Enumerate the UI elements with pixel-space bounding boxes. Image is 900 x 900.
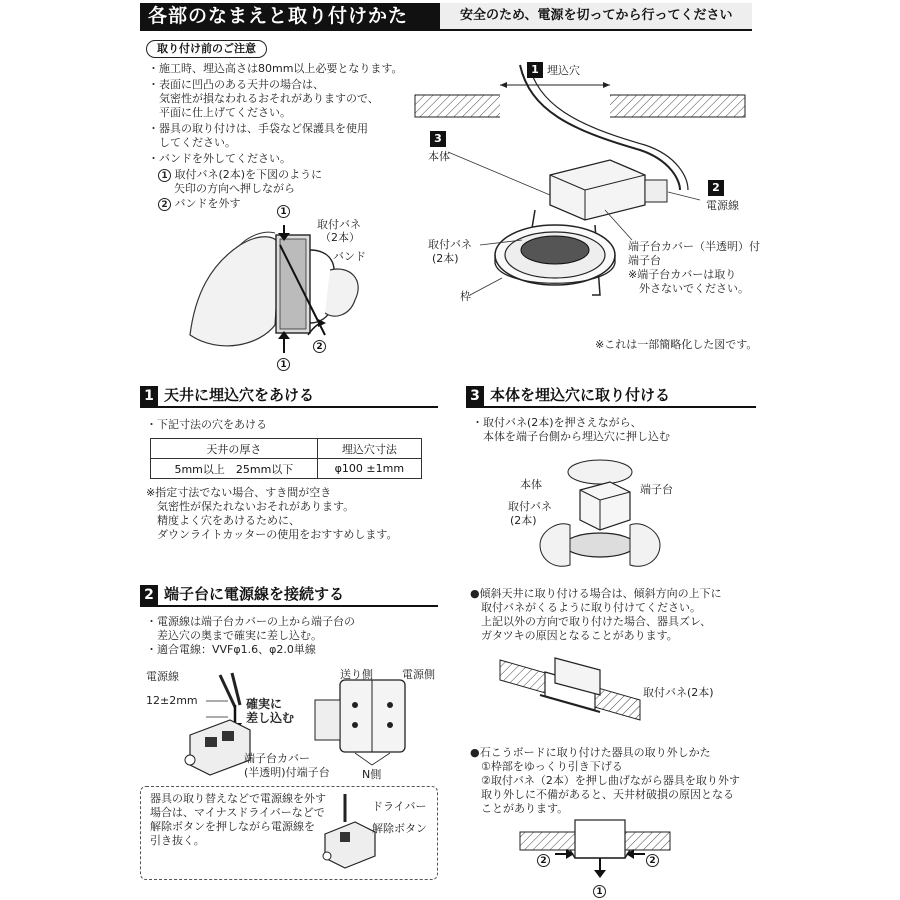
page-title: 各部のなまえと取り付けかた [140, 3, 440, 29]
simplified-note: ※これは一部簡略化した図です。 [595, 338, 758, 351]
insert-label: 確実に [246, 697, 283, 711]
precaution-line: ・バンドを外してください。 [148, 152, 291, 165]
slope-line: ガタツキの原因となることがあります。 [470, 629, 678, 642]
precaution-line: ・器具の取り付けは、手袋など保護具を使用 [148, 122, 368, 135]
section-1-note: 気密性が保たれないおそれがあります。 [146, 500, 355, 513]
removal-line: 解除ボタンを押しながら電源線を [150, 820, 315, 833]
terminal-label: 端子台 [640, 483, 673, 496]
part-label-spring-count: (2本) [432, 252, 459, 265]
section-1-note: ダウンライトカッターの使用をおすすめします。 [146, 528, 398, 541]
cover-label: 端子台カバー [244, 752, 310, 765]
table-header: 埋込穴寸法 [317, 439, 421, 459]
part-label-hole: 埋込穴 [547, 64, 580, 77]
removal-line: 引き抜く。 [150, 834, 205, 847]
band-step-1: 1 取付バネ(2本)を下図のように [158, 168, 322, 182]
section-3-line: 本体を端子台側から埋込穴に押し込む [472, 430, 670, 443]
table-cell: φ100 ±1mm [317, 459, 421, 479]
step-marker-2: 2 [313, 334, 326, 353]
power-side-label: 電源側 [402, 668, 435, 681]
section-2-line: 差込穴の奥まで確実に差し込む。 [146, 629, 322, 642]
step-marker-1-bottom: 1 [277, 352, 290, 371]
sloped-ceiling-illustration [500, 650, 640, 740]
table-cell: 5mm以上 25mm以下 [151, 459, 318, 479]
send-side-label: 送り側 [340, 668, 373, 681]
part-label-spring: 取付バネ [428, 238, 472, 251]
section-3-heading: 3 本体を埋込穴に取り付ける [466, 385, 670, 405]
part-label-terminal: 端子台 [628, 254, 661, 267]
strip-length: 12±2mm [146, 694, 198, 707]
spring-label: 取付バネ [508, 500, 552, 513]
part-number-hole: 1 [527, 62, 543, 78]
removal-line: 器具の取り替えなどで電源線を外す [150, 792, 326, 805]
release-button-label: 解除ボタン [372, 822, 427, 835]
slope-line: 上記以外の方向で取り付けた場合、器具ズレ、 [470, 615, 712, 628]
removal-marker-1: 1 [593, 879, 606, 898]
section-2-rule [140, 605, 438, 607]
precaution-line: してください。 [148, 136, 236, 149]
hole-size-table [150, 438, 422, 479]
section-1-note: 精度よく穴をあけるために、 [146, 514, 300, 527]
slope-spring-label: 取付バネ(2本) [643, 686, 714, 699]
terminal-note: ※端子台カバーは取り [628, 268, 737, 281]
precaution-line: 気密性が損なわれるおそれがありますので、 [148, 92, 379, 105]
step-marker-1-top: 1 [277, 199, 290, 218]
gypsum-removal-line: ①枠部をゆっくり引き下げる [470, 760, 623, 773]
part-label-terminal-cover: 端子台カバー（半透明）付 [628, 240, 760, 253]
body-label: 本体 [520, 478, 542, 491]
section-2-line: ・適合電線：VVFφ1.6、φ2.0単線 [146, 643, 316, 656]
part-number-body: 3 [430, 131, 446, 147]
slope-line: 取付バネがくるように取り付けてください。 [470, 601, 701, 614]
step-number: 2 [158, 198, 171, 211]
section-1-rule [140, 406, 438, 408]
safety-subtitle: 安全のため、電源を切ってから行ってください [440, 3, 752, 29]
fig-spring-count: （2本） [320, 231, 360, 244]
section-2-line: ・電源線は端子台カバーの上から端子台の [146, 615, 355, 628]
gypsum-removal-line: ②取付バネ（2本）を押し曲げながら器具を取り外す [470, 774, 740, 787]
precaution-line: ・施工時、埋込高さは80mm以上必要となります。 [148, 62, 403, 75]
removal-line: 場合は、マイナスドライバーなどで [150, 806, 325, 819]
band-step-2: 2 バンドを外す [158, 197, 241, 211]
step-number: 1 [158, 169, 171, 182]
band-step-1-cont: 矢印の方向へ押しながら [174, 182, 295, 195]
gypsum-removal-line: ●石こうボードに取り付けた器具の取り外しかた [470, 746, 711, 759]
driver-label: ドライバー [372, 800, 427, 813]
precaution-line: 平面に仕上げてください。 [148, 106, 291, 119]
spring-count: (2本) [510, 514, 537, 527]
cover-label: (半透明)付端子台 [244, 766, 330, 779]
section-2-heading: 2 端子台に電源線を接続する [140, 584, 344, 604]
insert-label: 差し込む [246, 711, 295, 725]
body-insertion-illustration [530, 450, 670, 580]
terminal-note: 外さないでください。 [628, 282, 749, 295]
part-label-wire: 電源線 [706, 199, 739, 212]
n-side-label: N側 [362, 768, 382, 781]
gypsum-removal-line: 取り外しに不備があると、天井材破損の原因となる [470, 788, 734, 801]
section-3-line: ・取付バネ(2本)を押さえながら、 [472, 416, 642, 429]
gypsum-removal-line: ことがあります。 [470, 802, 569, 815]
section-1-intro: ・下記寸法の穴をあける [146, 418, 267, 431]
precaution-line: ・表面に凹凸のある天井の場合は、 [148, 78, 324, 91]
fig-band-label: バンド [333, 250, 366, 263]
table-header: 天井の厚さ [151, 439, 318, 459]
part-number-wire: 2 [708, 180, 724, 196]
removal-marker-2-left: 2 [537, 848, 550, 867]
section-1-heading: 1 天井に埋込穴をあける [140, 385, 314, 405]
section-1-note: ※指定寸法でない場合、すき間が空き [146, 486, 332, 499]
section-3-rule [466, 406, 756, 408]
wire-label: 電源線 [146, 670, 179, 683]
part-label-body: 本体 [428, 150, 450, 163]
precautions-heading: 取り付け前のご注意 [146, 40, 267, 58]
removal-marker-2-right: 2 [646, 848, 659, 867]
fig-spring-label: 取付バネ [317, 218, 361, 231]
slope-line: ●傾斜天井に取り付ける場合は、傾斜方向の上下に [470, 587, 722, 600]
header-rule [140, 29, 752, 31]
part-label-frame: 枠 [460, 290, 471, 303]
